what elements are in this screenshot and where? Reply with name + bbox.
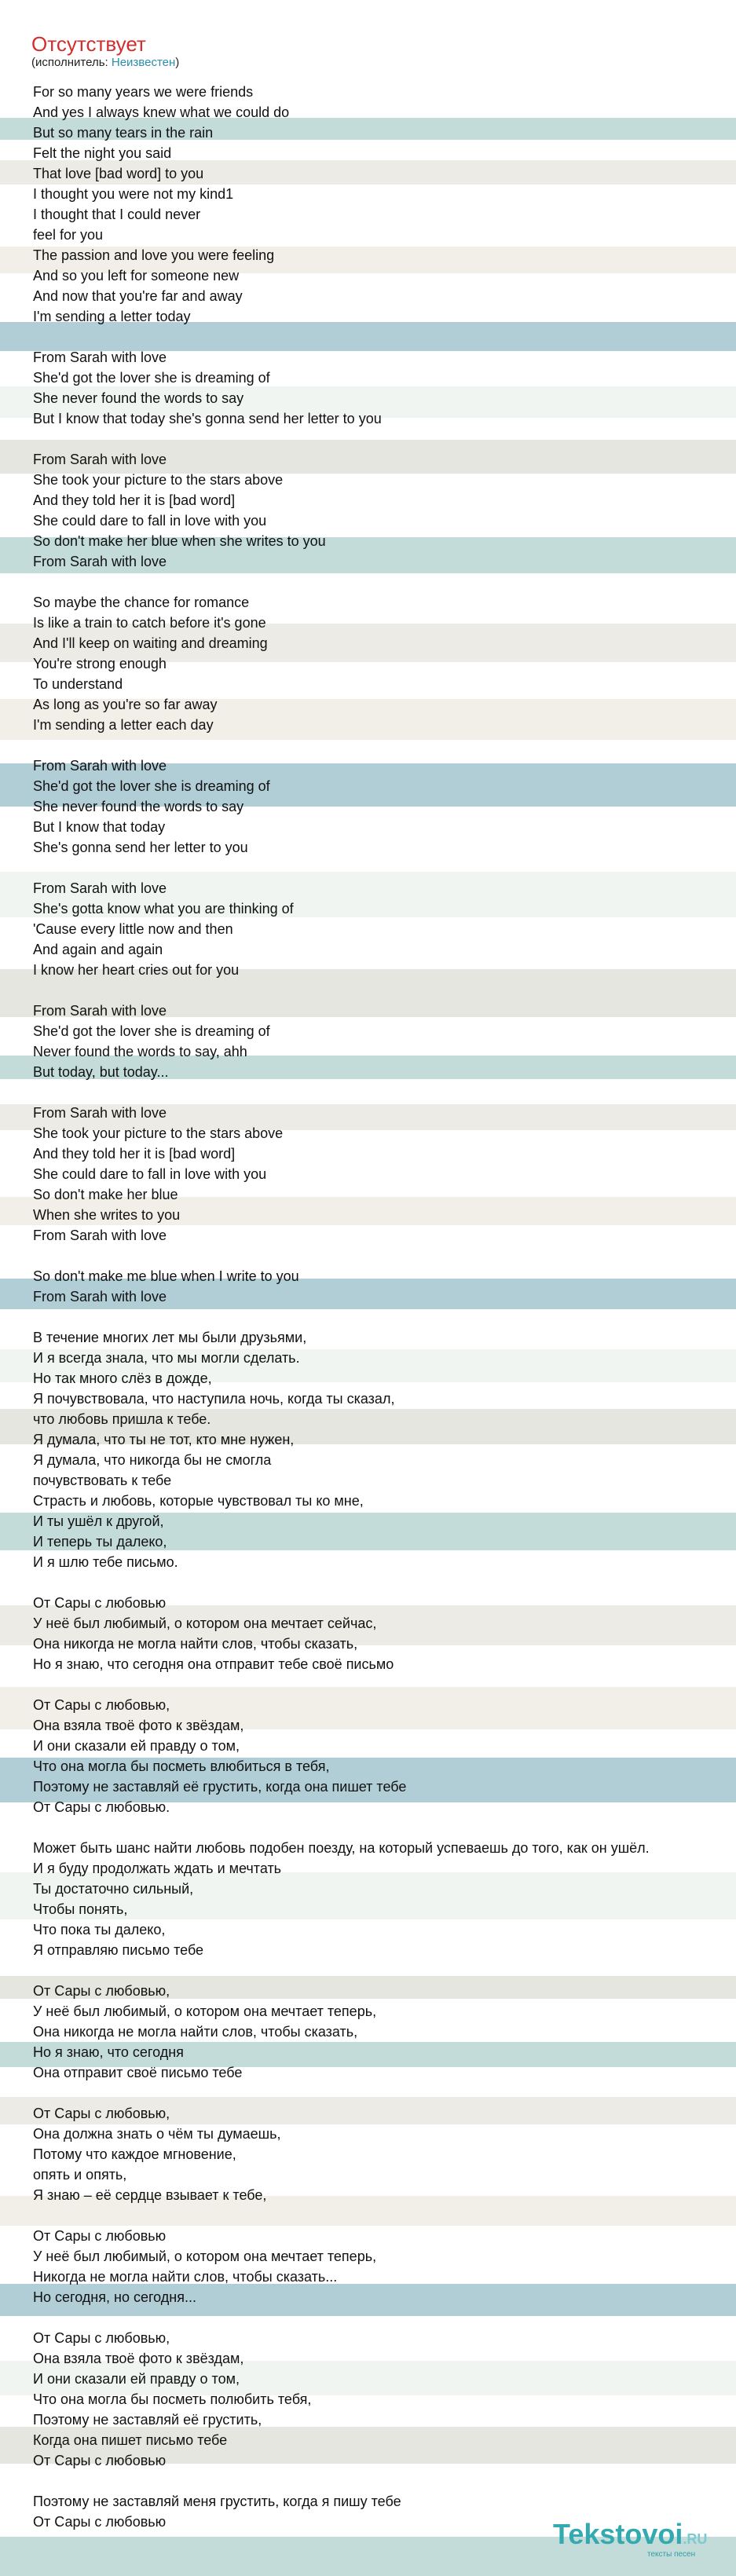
logo-tagline: тексты песен bbox=[647, 2550, 696, 2559]
lyric-line: У неё был любимый, о котором она мечтает сейчас, bbox=[33, 1615, 377, 1631]
lyric-line: Я думала, что никогда бы не смогла bbox=[33, 1452, 272, 1468]
lyric-line: От Сары с любовью bbox=[33, 2453, 167, 2468]
lyric-line: That love [bad word] to you bbox=[33, 166, 204, 181]
artist-suffix: ) bbox=[175, 56, 180, 69]
lyric-line: I thought you were not my kind1 bbox=[33, 186, 234, 202]
lyric-line: Ты достаточно сильный, bbox=[33, 1881, 194, 1897]
stanza-break bbox=[33, 2083, 736, 2103]
lyric-line: I thought that I could never bbox=[33, 207, 201, 222]
lyric-line: В течение многих лет мы были друзьями, bbox=[33, 1330, 307, 1345]
lyric-line: From Sarah with love bbox=[33, 1228, 167, 1243]
lyric-line: Она должна знать о чём ты думаешь, bbox=[33, 2126, 281, 2142]
lyric-line: And now that you're far and away bbox=[33, 288, 243, 304]
stanza-break bbox=[33, 429, 736, 449]
artist-link[interactable]: Неизвестен bbox=[111, 56, 176, 69]
lyric-line: опять и опять, bbox=[33, 2167, 127, 2183]
lyric-line: От Сары с любовью bbox=[33, 2228, 167, 2244]
lyric-line: And again and again bbox=[33, 942, 163, 957]
lyric-line: Потому что каждое мгновение, bbox=[33, 2146, 236, 2162]
lyric-line: Она никогда не могла найти слов, чтобы сказать, bbox=[33, 1636, 358, 1652]
lyric-line: Когда она пишет письмо тебе bbox=[33, 2432, 228, 2448]
lyric-line: From Sarah with love bbox=[33, 554, 167, 569]
lyric-line: So maybe the chance for romance bbox=[33, 595, 250, 610]
lyric-line: From Sarah with love bbox=[33, 880, 167, 896]
lyric-line: Но сегодня, но сегодня... bbox=[33, 2289, 196, 2305]
lyric-line: From Sarah with love bbox=[33, 1289, 167, 1304]
lyric-line: From Sarah with love bbox=[33, 452, 167, 467]
lyric-line: I'm sending a letter today bbox=[33, 309, 191, 324]
lyric-line: When she writes to you bbox=[33, 1207, 181, 1223]
artist-prefix: (исполнитель: bbox=[31, 56, 112, 69]
stanza-break bbox=[33, 2307, 736, 2328]
lyric-line: От Сары с любовью bbox=[33, 2514, 167, 2530]
stanza-break bbox=[33, 2205, 736, 2226]
lyric-line: And so you left for someone new bbox=[33, 268, 240, 284]
stanza-break bbox=[33, 1572, 736, 1593]
lyric-line: She took your picture to the stars above bbox=[33, 1125, 284, 1141]
stanza-break bbox=[33, 1960, 736, 1981]
lyric-line: And they told her it is [bad word] bbox=[33, 492, 236, 508]
lyric-line: Что она могла бы посметь полюбить тебя, bbox=[33, 2391, 312, 2407]
site-logo[interactable] bbox=[550, 2517, 736, 2561]
lyric-line: И я всегда знала, что мы могли сделать. bbox=[33, 1350, 300, 1366]
lyric-line: Я почувствовала, что наступила ночь, когда ты сказал, bbox=[33, 1391, 395, 1407]
lyric-line: From Sarah with love bbox=[33, 758, 167, 774]
lyric-line: As long as you're so far away bbox=[33, 697, 218, 712]
lyric-line: Поэтому не заставляй меня грустить, когда я пишу тебе bbox=[33, 2494, 401, 2509]
lyric-line: От Сары с любовью bbox=[33, 1595, 167, 1611]
logo-domain: .RU bbox=[683, 2531, 708, 2547]
lyric-line: And they told her it is [bad word] bbox=[33, 1146, 236, 1162]
lyric-line: От Сары с любовью, bbox=[33, 1983, 170, 1999]
lyric-line: И ты ушёл к другой, bbox=[33, 1513, 164, 1529]
lyric-line: Поэтому не заставляй её грустить, когда она пишет тебе bbox=[33, 1779, 407, 1795]
lyric-line: I know her heart cries out for you bbox=[33, 962, 240, 978]
lyric-line: Что она могла бы посметь влюбиться в тебя, bbox=[33, 1758, 330, 1774]
artist-line bbox=[31, 55, 179, 71]
stanza-break bbox=[33, 572, 736, 592]
lyric-line: почувствовать к тебе bbox=[33, 1473, 172, 1488]
lyric-line: Может быть шанс найти любовь подобен поезду, на который успеваешь до того, как он ушёл. bbox=[33, 1840, 650, 1856]
lyric-line: The passion and love you were feeling bbox=[33, 247, 275, 263]
stanza-break bbox=[33, 1082, 736, 1103]
lyric-line: So don't make her blue bbox=[33, 1187, 178, 1202]
lyric-line: Чтобы понять, bbox=[33, 1901, 128, 1917]
stanza-break bbox=[33, 980, 736, 1001]
stanza-break bbox=[33, 1674, 736, 1695]
lyric-line: Что пока ты далеко, bbox=[33, 1922, 166, 1937]
lyric-line: She'd got the lover she is dreaming of bbox=[33, 370, 270, 386]
lyric-line: From Sarah with love bbox=[33, 1003, 167, 1019]
lyric-line: У неё был любимый, о котором она мечтает теперь, bbox=[33, 2249, 377, 2264]
lyric-line: From Sarah with love bbox=[33, 1105, 167, 1121]
lyric-line: От Сары с любовью, bbox=[33, 2330, 170, 2346]
lyric-line: Страсть и любовь, которые чувствовал ты ко мне, bbox=[33, 1493, 364, 1509]
lyric-line: But so many tears in the rain bbox=[33, 125, 214, 141]
lyric-line: She'd got the lover she is dreaming of bbox=[33, 1023, 270, 1039]
lyric-line: Я думала, что ты не тот, кто мне нужен, bbox=[33, 1432, 295, 1447]
stanza-break bbox=[33, 327, 736, 347]
lyric-line: feel for you bbox=[33, 227, 104, 243]
lyric-line: Never found the words to say, ahh bbox=[33, 1044, 247, 1059]
lyric-line: And I'll keep on waiting and dreaming bbox=[33, 635, 268, 651]
stanza-break bbox=[33, 735, 736, 756]
lyric-line: Я отправляю письмо тебе bbox=[33, 1942, 204, 1958]
lyric-line: To understand bbox=[33, 676, 123, 692]
lyric-line: From Sarah with love bbox=[33, 349, 167, 365]
lyric-line: Она взяла твоё фото к звёздам, bbox=[33, 2351, 244, 2366]
logo-name: Tekstovoi bbox=[553, 2518, 683, 2550]
lyrics-text bbox=[33, 82, 736, 2532]
lyric-line: Она взяла твоё фото к звёздам, bbox=[33, 1718, 244, 1733]
lyric-line: И теперь ты далеко, bbox=[33, 1534, 167, 1550]
lyric-line: So don't make me blue when I write to you bbox=[33, 1268, 299, 1284]
lyric-line: что любовь пришла к тебе. bbox=[33, 1411, 211, 1427]
song-title: Отсутствует bbox=[31, 32, 146, 56]
lyric-line: And yes I always knew what we could do bbox=[33, 104, 290, 120]
lyric-line: She could dare to fall in love with you bbox=[33, 1166, 267, 1182]
lyric-line: She took your picture to the stars above bbox=[33, 472, 284, 488]
lyric-line: Она никогда не могла найти слов, чтобы сказать, bbox=[33, 2024, 358, 2040]
lyric-line: You're strong enough bbox=[33, 656, 167, 671]
lyric-line: She never found the words to say bbox=[33, 390, 244, 406]
stanza-break bbox=[33, 1307, 736, 1327]
lyric-line: У неё был любимый, о котором она мечтает теперь, bbox=[33, 2003, 377, 2019]
lyric-line: She never found the words to say bbox=[33, 799, 244, 814]
lyric-line: She's gonna send her letter to you bbox=[33, 840, 248, 855]
lyric-line: She's gotta know what you are thinking of bbox=[33, 901, 294, 917]
lyric-line: От Сары с любовью, bbox=[33, 1697, 170, 1713]
lyric-line: I'm sending a letter each day bbox=[33, 717, 214, 733]
lyric-line: Я знаю – её сердце взывает к тебе, bbox=[33, 2187, 267, 2203]
stanza-break bbox=[33, 858, 736, 878]
lyric-line: И я буду продолжать ждать и мечтать bbox=[33, 1861, 282, 1876]
lyric-line: Но я знаю, что сегодня она отправит тебе своё письмо bbox=[33, 1656, 394, 1672]
lyric-line: И они сказали ей правду о том, bbox=[33, 1738, 240, 1754]
lyric-line: She'd got the lover she is dreaming of bbox=[33, 778, 270, 794]
lyric-line: Она отправит своё письмо тебе bbox=[33, 2065, 243, 2080]
stanza-break bbox=[33, 2471, 736, 2491]
lyric-line: So don't make her blue when she writes to you bbox=[33, 533, 326, 549]
stanza-break bbox=[33, 1817, 736, 1838]
lyric-line: Но я знаю, что сегодня bbox=[33, 2044, 184, 2060]
lyric-line: Is like a train to catch before it's gone bbox=[33, 615, 266, 631]
lyric-line: For so many years we were friends bbox=[33, 84, 254, 100]
lyric-line: И они сказали ей правду о том, bbox=[33, 2371, 240, 2387]
stanza-break bbox=[33, 1246, 736, 1266]
lyric-line: И я шлю тебе письмо. bbox=[33, 1554, 178, 1570]
lyric-line: Никогда не могла найти слов, чтобы сказать... bbox=[33, 2269, 338, 2285]
lyric-line: But today, but today... bbox=[33, 1064, 169, 1080]
lyric-line: She could dare to fall in love with you bbox=[33, 513, 267, 529]
lyric-line: От Сары с любовью. bbox=[33, 1799, 170, 1815]
lyric-line: Но так много слёз в дожде, bbox=[33, 1370, 212, 1386]
lyric-line: But I know that today she's gonna send her letter to you bbox=[33, 411, 382, 426]
lyric-line: Поэтому не заставляй её грустить, bbox=[33, 2412, 262, 2428]
lyric-line: 'Cause every little now and then bbox=[33, 921, 233, 937]
lyric-line: Felt the night you said bbox=[33, 145, 172, 161]
lyric-line: But I know that today bbox=[33, 819, 166, 835]
lyric-line: От Сары с любовью, bbox=[33, 2106, 170, 2121]
